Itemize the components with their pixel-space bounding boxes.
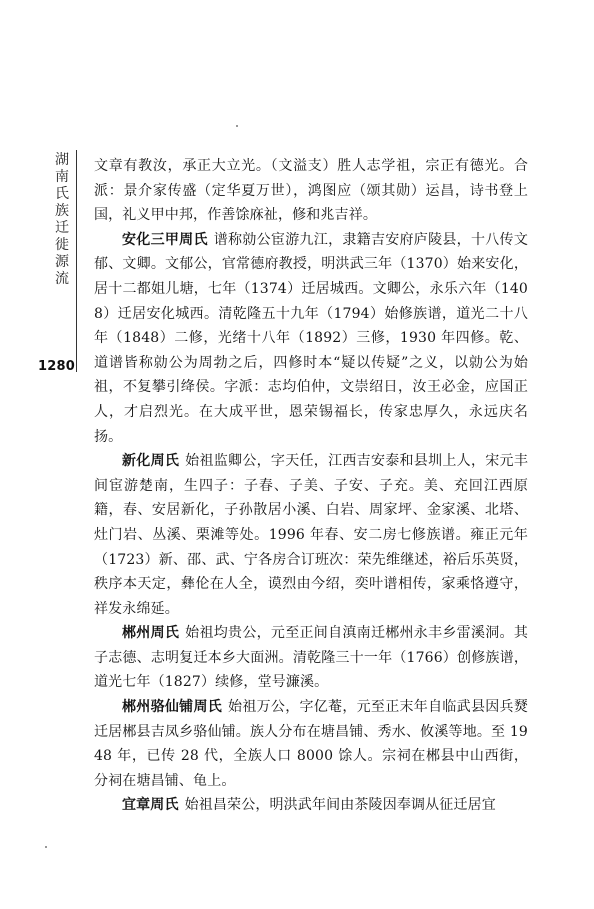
clan-heading: 郴州周氏 <box>122 625 180 642</box>
paragraph-continuation <box>94 154 528 228</box>
paragraph-xinhua-zhou <box>94 449 528 621</box>
paragraph-chenzhou-zhou <box>94 621 528 695</box>
page-number: 1280 <box>38 359 75 374</box>
clan-heading: 郴州骆仙铺周氏 <box>122 699 223 716</box>
paragraph-chenzhou-luoxianpu-zhou <box>94 695 528 793</box>
paragraph-text: 文章有教汝，承正大立光。（文溢支）胜人志学祖，宗正有德光。合派：景介家传盛（定华夏万世），鸿图应（颂其勋）运昌，诗书登上国，礼义甲中邦，作善馀庥祉，修和兆吉祥。 <box>94 158 528 224</box>
body-text <box>94 154 528 818</box>
scan-speck <box>45 846 47 848</box>
paragraph-text: 谱称勍公宦游九江，隶籍吉安府庐陵县，十八传文郁、文卿。文郁公，官常德府教授，明洪武三年（1370）始来安化，居十二都姐儿塘，七年（1374）迁居城西。文卿公，永乐六年（1408）迁居安化城西。清乾隆五十九年（1794）始修族谱，道光二十八年（1848）二修，光绪十八年（1892）三修，1930 年四修。乾、道谱皆称勍公为周勃之后，四修时本“疑以传疑”之义，以勍公为始祖，不复攀引绛侯。字派：志均伯仲，文崇绍日，汝王必金，应国正人，才启烈光。在大成平世，恩荣锡福长，传家忠厚久，永远庆名扬。 <box>94 231 528 445</box>
paragraph-text: 始祖万公，字亿菴，元至正末年自临武县因兵燹迁居郴县吉凤乡骆仙铺。族人分布在塘昌铺、秀水、攸溪等地。至 1948 年，已传 28 代，全族人口 8000 馀人。宗祠在郴县中山西街，分祠在塘昌铺、龟上。 <box>94 699 528 789</box>
margin-divider-line <box>76 150 77 372</box>
paragraph-anhua-sanjia-zhou <box>94 228 528 449</box>
paragraph-text: 始祖监卿公，字天任，江西吉安泰和县圳上人，宋元丰间宦游楚南，生四子：子春、子美、子安、子充。美、充回江西原籍，春、安居新化，子孙散居小溪、白岩、周家坪、金家溪、北塔、灶门岩、丛溪、栗滩等处。1996 年春、安二房七修族谱。雍正元年（1723）新、邵、武、宁各房合订班次：荣先维继述，裕后乐英贤，秩序本天定，彝伦在人全，谟烈由今绍，奕叶谱相传，家乘恪遵守，祥发永绵延。 <box>94 453 528 617</box>
clan-heading: 宜章周氏 <box>122 797 179 814</box>
clan-heading: 安化三甲周氏 <box>122 231 208 248</box>
scan-speck <box>236 125 238 127</box>
paragraph-text: 始祖昌荣公，明洪武年间由茶陵因奉调从征迁居宜 <box>184 797 496 814</box>
clan-heading: 新化周氏 <box>122 453 180 470</box>
paragraph-text: 始祖均贵公，元至正间自滇南迁郴州永丰乡雷溪洞。其子志德、志明复迁本乡大面洲。清乾隆三十一年（1766）创修族谱，道光七年（1827）续修，堂号濂溪。 <box>94 625 528 691</box>
paragraph-yizhang-zhou <box>94 793 528 818</box>
running-section-title: 湖南氏族迁徙源流 <box>55 152 69 287</box>
